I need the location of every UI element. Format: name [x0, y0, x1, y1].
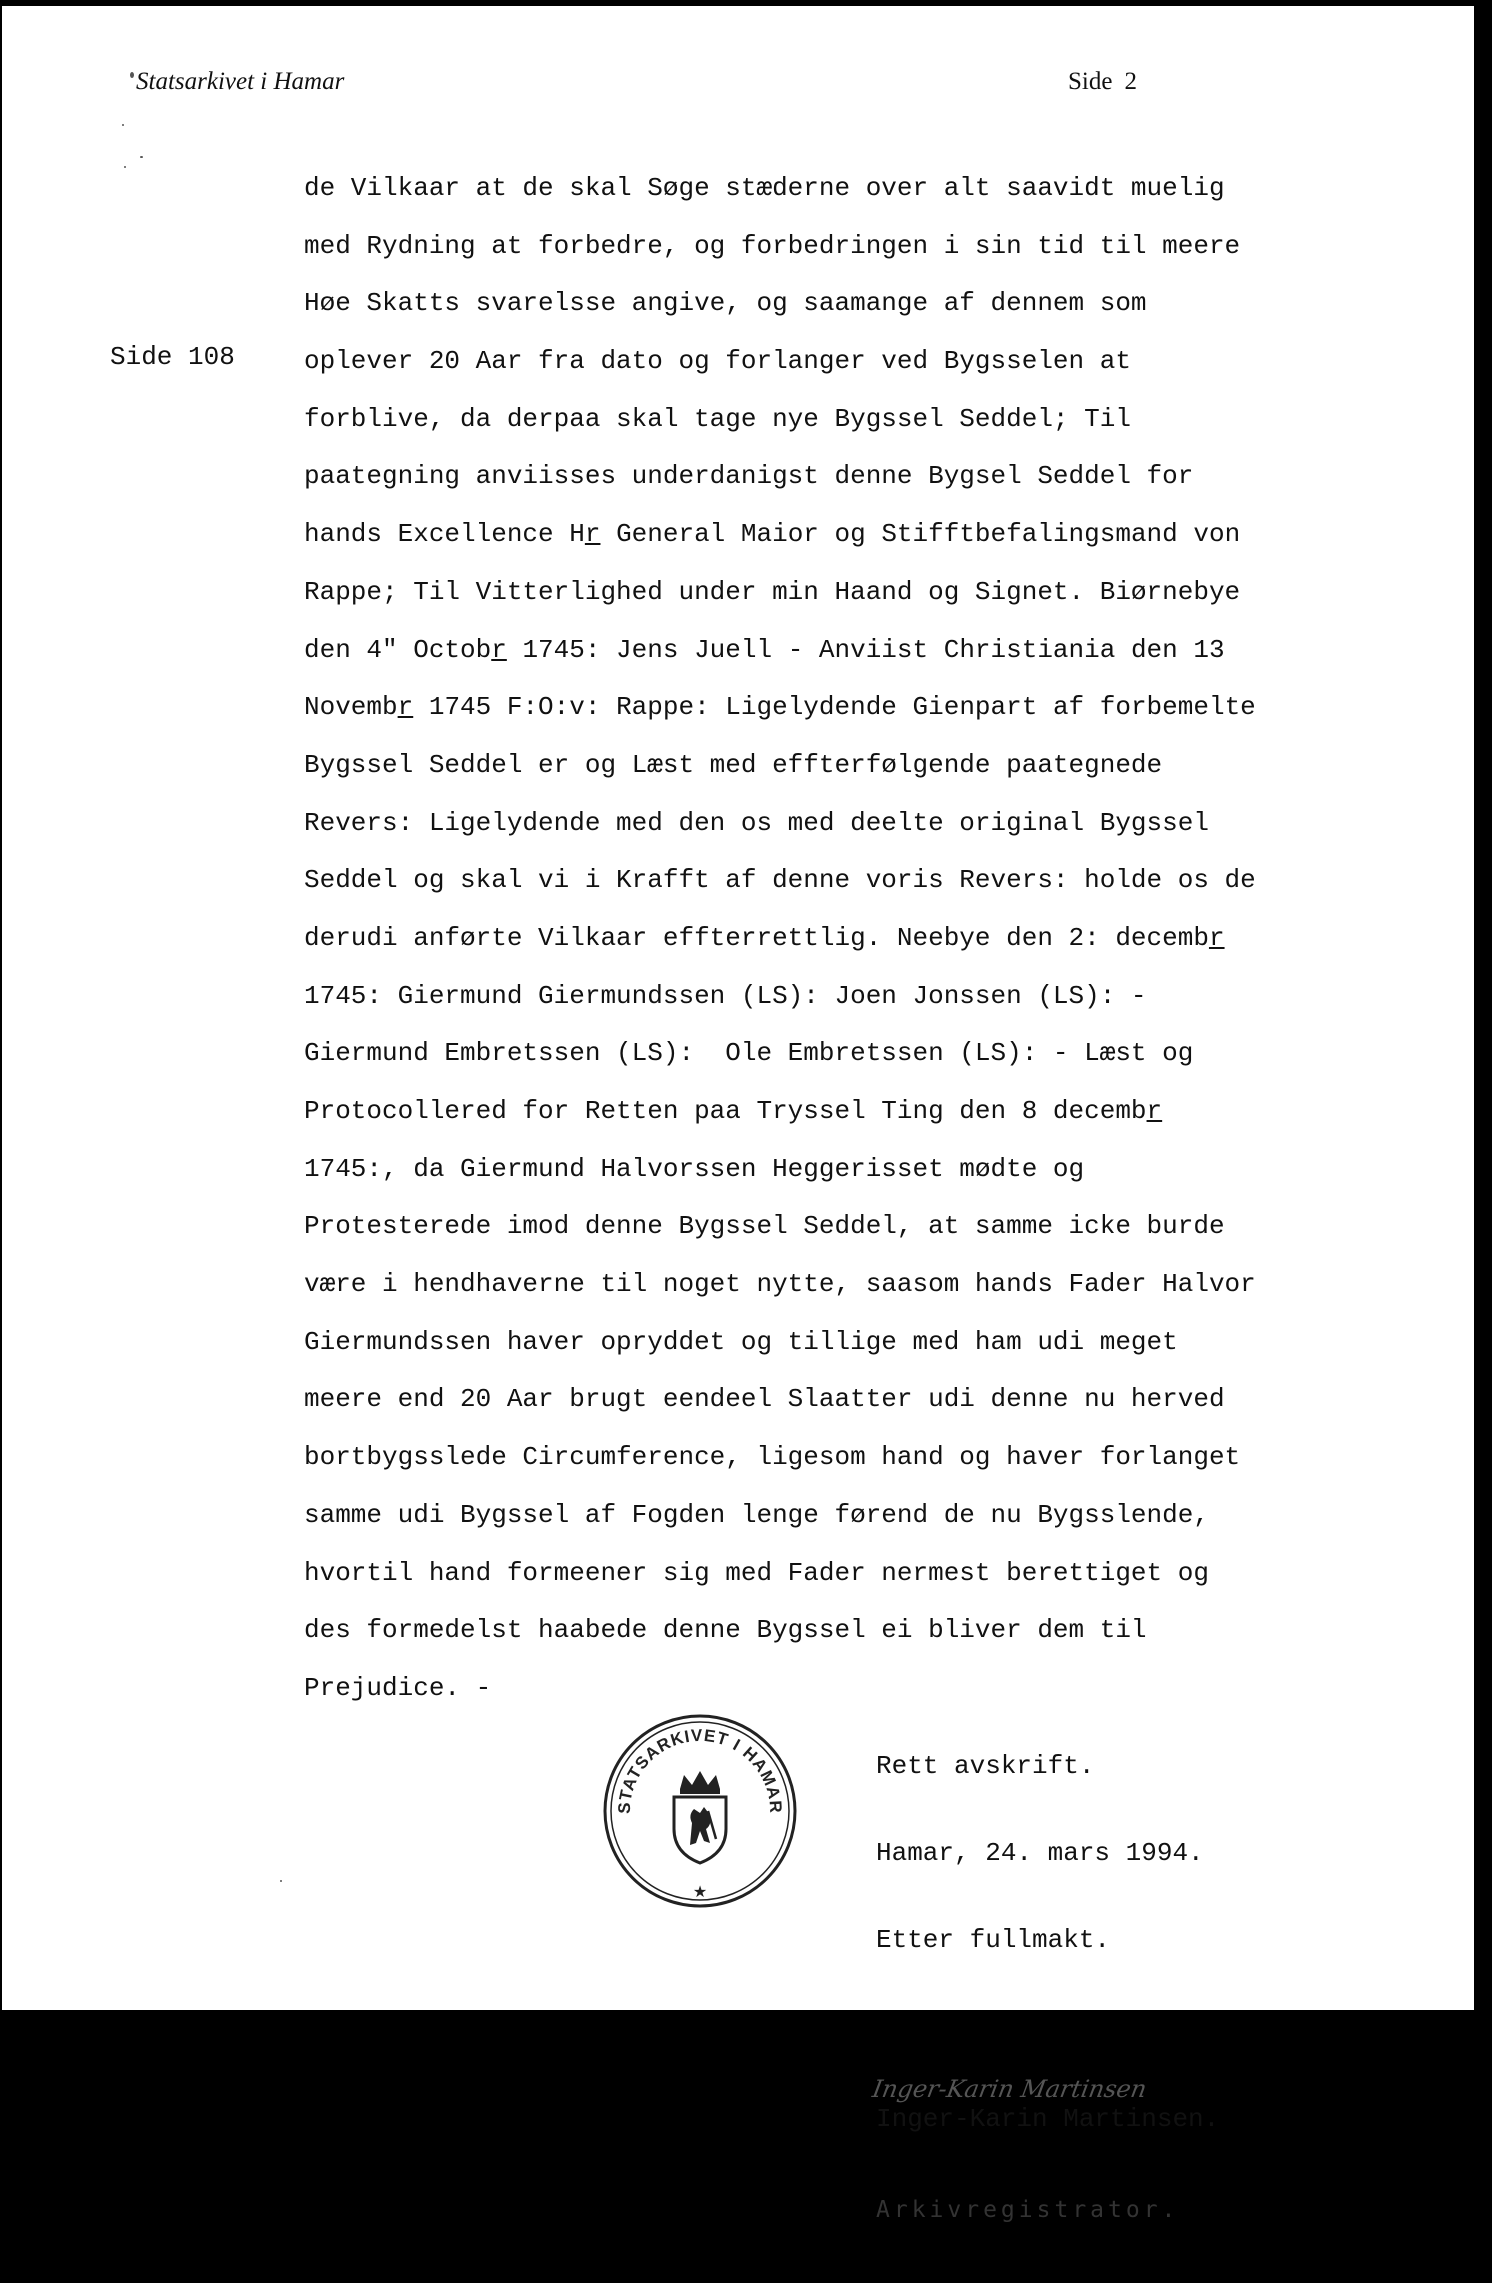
document-page — [2, 6, 1474, 2223]
transcript-line: 1745: Giermund Giermundssen (LS): Joen Jonssen (LS): - — [304, 980, 1147, 1011]
page-indicator — [1068, 68, 1137, 96]
transcript-line: Protesterede imod denne Bygssel Seddel, at samme icke burde — [304, 1211, 1225, 1242]
transcript-line: de Vilkaar at de skal Søge stæderne over alt saavidt muelig — [304, 173, 1225, 203]
transcript-line: den 4" Octobr 1745: Jens Juell - Anviist Christiania den 13 — [304, 634, 1225, 665]
svg-text:★: ★ — [692, 1882, 708, 1901]
cert-signatory-name: Inger-Karin Martinsen. — [876, 2104, 1220, 2134]
scan-speck — [122, 124, 124, 126]
transcript-line: Protocollered for Retten paa Tryssel Ting den 8 decembr — [304, 1096, 1163, 1126]
scan-speck — [140, 156, 143, 158]
abbreviation-mark: r — [1146, 1096, 1163, 1126]
transcript-line: hands Excellence Hr General Maior og Stifftbefalingsmand von — [304, 519, 1241, 550]
archive-name: Statsarkivet i Hamar — [136, 68, 345, 95]
transcript-line: Prejudice. - — [304, 1672, 492, 1703]
archive-seal-stamp — [600, 1711, 800, 1911]
transcript-line: Giermund Embretssen (LS): Ole Embretssen (LS): - Læst og — [304, 1038, 1194, 1069]
transcript-line: Bygssel Seddel er og Læst med effterfølgende paategnede — [304, 749, 1163, 780]
abbreviation-mark: r — [584, 519, 601, 550]
transcript-line: Høe Skatts svarelsse angive, og saamange af dennem som — [304, 288, 1147, 319]
scan-speck — [124, 166, 126, 168]
cert-line-true-copy: Rett avskrift. — [876, 1751, 1095, 1781]
cert-line-place-date: Hamar, 24. mars 1994. — [876, 1838, 1204, 1868]
scan-speck — [280, 1880, 282, 1882]
margin-page-reference: Side 108 — [110, 342, 235, 372]
transcript-line: des formedelst haabede denne Bygssel ei bliver dem til — [304, 1615, 1147, 1646]
page-number: 2 — [1124, 68, 1137, 95]
transcript-line: bortbygsslede Circumference, ligesom hand og haver forlanget — [304, 1442, 1241, 1473]
abbreviation-mark: r — [1208, 922, 1225, 953]
transcript-line: Seddel og skal vi i Krafft af denne voris Revers: holde os de — [304, 865, 1256, 896]
scan-speck — [130, 72, 134, 78]
transcript-line: være i hendhaverne til noget nytte, saasom hands Fader Halvor — [304, 1269, 1256, 1300]
cert-signatory-title: Arkivregistrator. — [876, 2197, 1180, 2223]
archive-header — [136, 68, 344, 96]
transcript-line: samme udi Bygssel af Fogden lenge førend de nu Bygsslende, — [304, 1499, 1209, 1530]
abbreviation-mark: r — [397, 692, 414, 723]
transcript-line: forblive, da derpaa skal tage nye Bygssel Seddel; Til — [304, 403, 1131, 434]
transcript-line: med Rydning at forbedre, og forbedringen i sin tid til meere — [304, 230, 1241, 261]
transcript-line: Rappe; Til Vitterlighed under min Haand og Signet. Biørnebye — [304, 576, 1241, 607]
certification-block — [870, 1694, 1256, 2283]
transcript-line: oplever 20 Aar fra dato og forlanger ved Bygsselen at — [304, 346, 1131, 377]
svg-text:STATSARKIVET I HAMAR: STATSARKIVET I HAMAR — [614, 1725, 786, 1815]
transcript-line: 1745:, da Giermund Halvorssen Heggerisset mødte og — [304, 1153, 1085, 1184]
abbreviation-mark: r — [491, 634, 507, 665]
transcript-body — [304, 168, 1434, 1726]
transcript-line: Revers: Ligelydende med den os med deelte original Bygssel — [304, 807, 1209, 838]
signature-text: Inger-Karin Martinsen — [870, 2075, 1149, 2103]
transcript-line: paategning anviisses underdanigst denne Bygsel Seddel for — [304, 461, 1194, 492]
handwritten-signature — [870, 2013, 1256, 2103]
transcript-line: Novembr 1745 F:O:v: Rappe: Ligelydende Gienpart af forbemelte — [304, 692, 1256, 723]
transcript-line: Giermundssen haver opryddet og tillige med ham udi meget — [304, 1326, 1178, 1357]
page-label: Side — [1068, 68, 1113, 95]
transcript-line: hvortil hand formeener sig med Fader nermest berettiget og — [304, 1557, 1209, 1588]
transcript-line: derudi anførte Vilkaar effterrettlig. Neebye den 2: decembr — [304, 922, 1225, 953]
cert-line-authority: Etter fullmakt. — [876, 1925, 1111, 1955]
transcript-line: meere end 20 Aar brugt eendeel Slaatter udi denne nu herved — [304, 1384, 1225, 1415]
